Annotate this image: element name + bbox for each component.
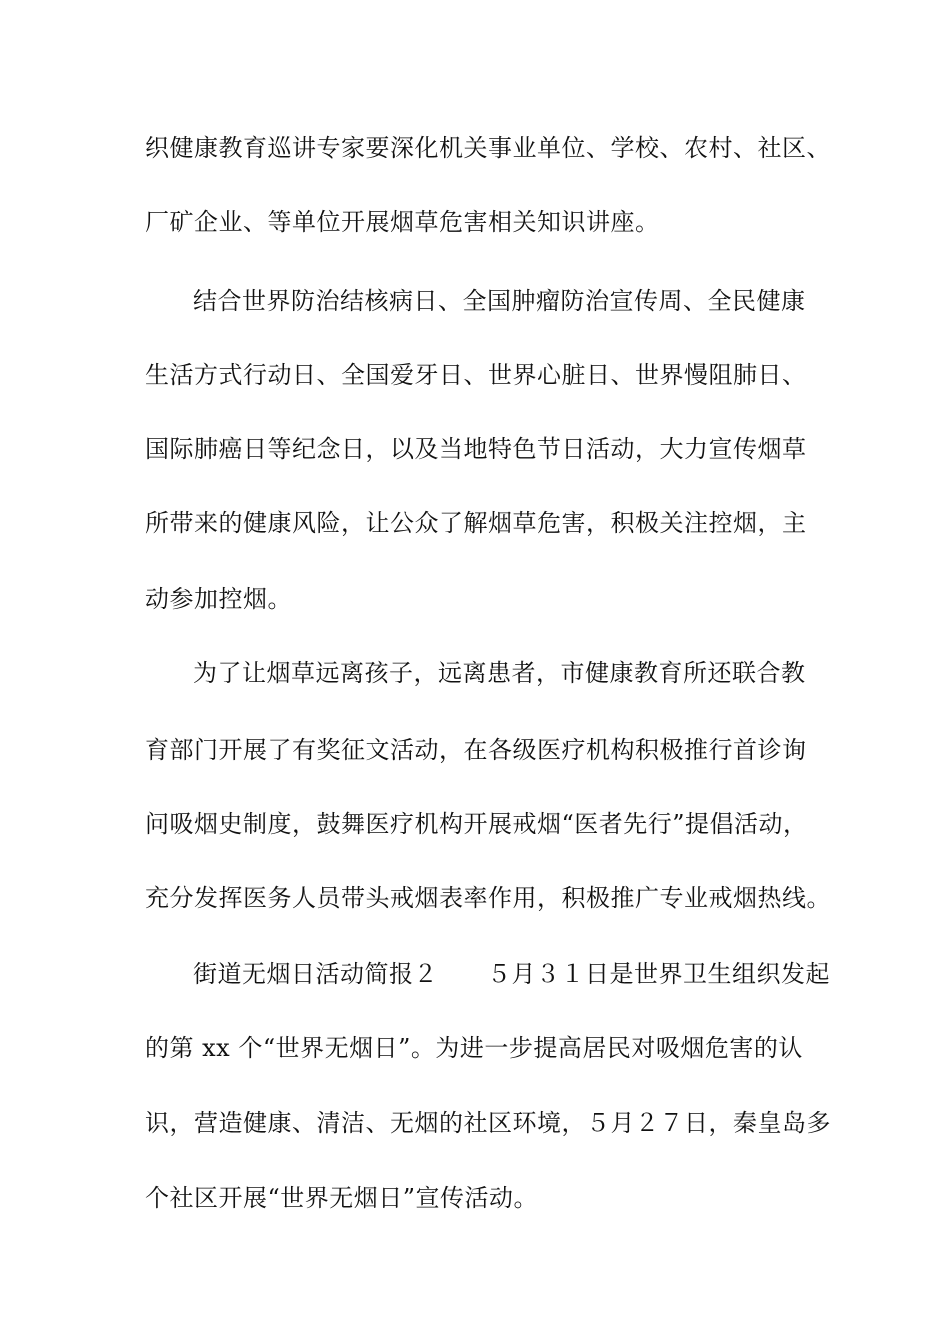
text-line: 动参加控烟。 [145,585,292,613]
text-line: 结合世界防治结核病日、全国肿瘤防治宣传周、全民健康 [193,287,806,315]
text-line: 个社区开展“世界无烟日”宣传活动。 [145,1184,539,1212]
text-line: 所带来的健康风险，让公众了解烟草危害，积极关注控烟，主 [145,509,807,537]
text-line: 织健康教育巡讲专家要深化机关事业单位、学校、农村、社区、 [145,134,831,162]
text-line: 问吸烟史制度，鼓舞医疗机构开展戒烟“医者先行”提倡活动， [145,810,808,838]
text-line: 生活方式行动日、全国爱牙日、世界心脏日、世界慢阻肺日、 [145,361,807,389]
text-line: 充分发挥医务人员带头戒烟表率作用，积极推广专业戒烟热线。 [145,884,831,912]
text-line: 厂矿企业、等单位开展烟草危害相关知识讲座。 [145,208,660,236]
text-line: 街道无烟日活动简报２ ５月３１日是世界卫生组织发起 [193,960,830,988]
text-line: 育部门开展了有奖征文活动，在各级医疗机构积极推行首诊询 [145,736,807,764]
text-line: 为了让烟草远离孩子，远离患者，市健康教育所还联合教 [193,659,806,687]
text-line: 识，营造健康、清洁、无烟的社区环境，５月２７日，秦皇岛多 [145,1109,831,1137]
text-line: 的第 xx 个“世界无烟日”。为进一步提高居民对吸烟危害的认 [145,1034,803,1062]
text-line: 国际肺癌日等纪念日，以及当地特色节日活动，大力宣传烟草 [145,435,807,463]
